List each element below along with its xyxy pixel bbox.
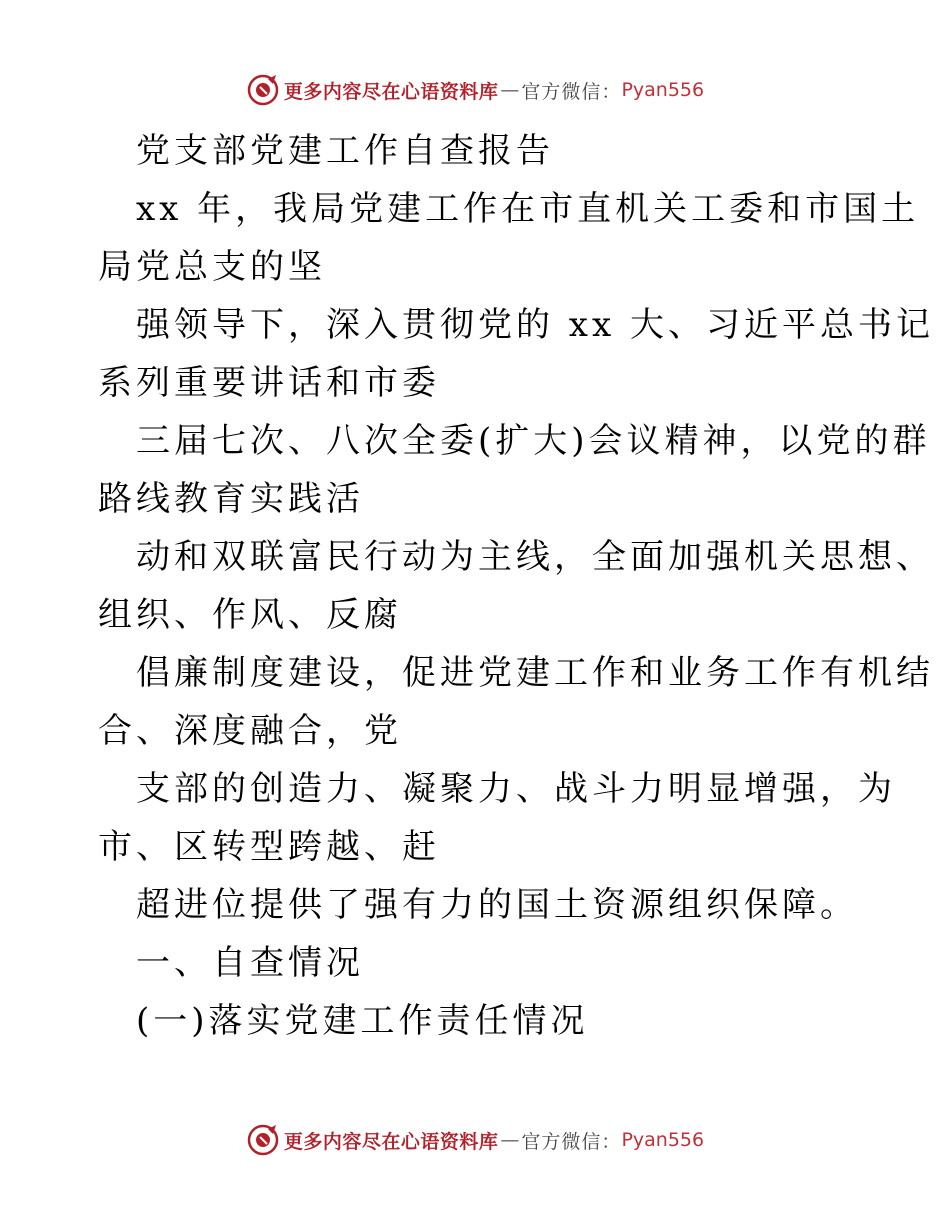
subsection-heading: (一)落实党建工作责任情况: [136, 1001, 589, 1041]
banner-brand: 更多内容尽在心语资料库: [283, 1130, 499, 1153]
banner-brand: 更多内容尽在心语资料库: [283, 80, 499, 103]
paragraph-line: 三届七次、八次全委(扩大)会议精神，以党的群: [136, 421, 931, 461]
banner-wechat-id: Pyan556: [621, 79, 705, 101]
paragraph-line: 路线教育实践活: [98, 479, 364, 519]
brand-logo-icon: [246, 1123, 280, 1157]
banner-wechat-label: 官方微信：: [521, 80, 622, 103]
banner-wechat-id: Pyan556: [621, 1129, 705, 1151]
paragraph-line: 超进位提供了强有力的国土资源组织保障。: [136, 885, 858, 925]
paragraph-line: 市、区转型跨越、赶: [98, 827, 440, 867]
document-body: [98, 122, 934, 1050]
paragraph-line: 局党总支的坚: [98, 247, 326, 287]
brand-logo-icon: [246, 73, 280, 107]
paragraph-line: 系列重要讲话和市委: [98, 363, 440, 403]
paragraph-line: 合、深度融合，党: [98, 711, 402, 751]
paragraph-line: 倡廉制度建设，促进党建工作和业务工作有机结: [136, 653, 934, 693]
document-title: 党支部党建工作自查报告: [136, 131, 554, 171]
paragraph-line: 支部的创造力、凝聚力、战斗力明显增强，为: [136, 769, 896, 809]
banner-separator: —: [500, 1129, 520, 1151]
watermark-banner-top: [0, 70, 950, 110]
section-heading: 一、自查情况: [136, 943, 364, 983]
watermark-banner-bottom: [0, 1120, 950, 1160]
banner-separator: —: [500, 79, 520, 101]
paragraph-line: xx 年，我局党建工作在市直机关工委和市国土: [136, 189, 920, 229]
paragraph-line: 组织、作风、反腐: [98, 595, 402, 635]
banner-wechat-label: 官方微信：: [521, 1130, 622, 1153]
paragraph-line: 强领导下，深入贯彻党的 xx 大、习近平总书记: [136, 305, 934, 345]
paragraph-line: 动和双联富民行动为主线，全面加强机关思想、: [136, 537, 934, 577]
